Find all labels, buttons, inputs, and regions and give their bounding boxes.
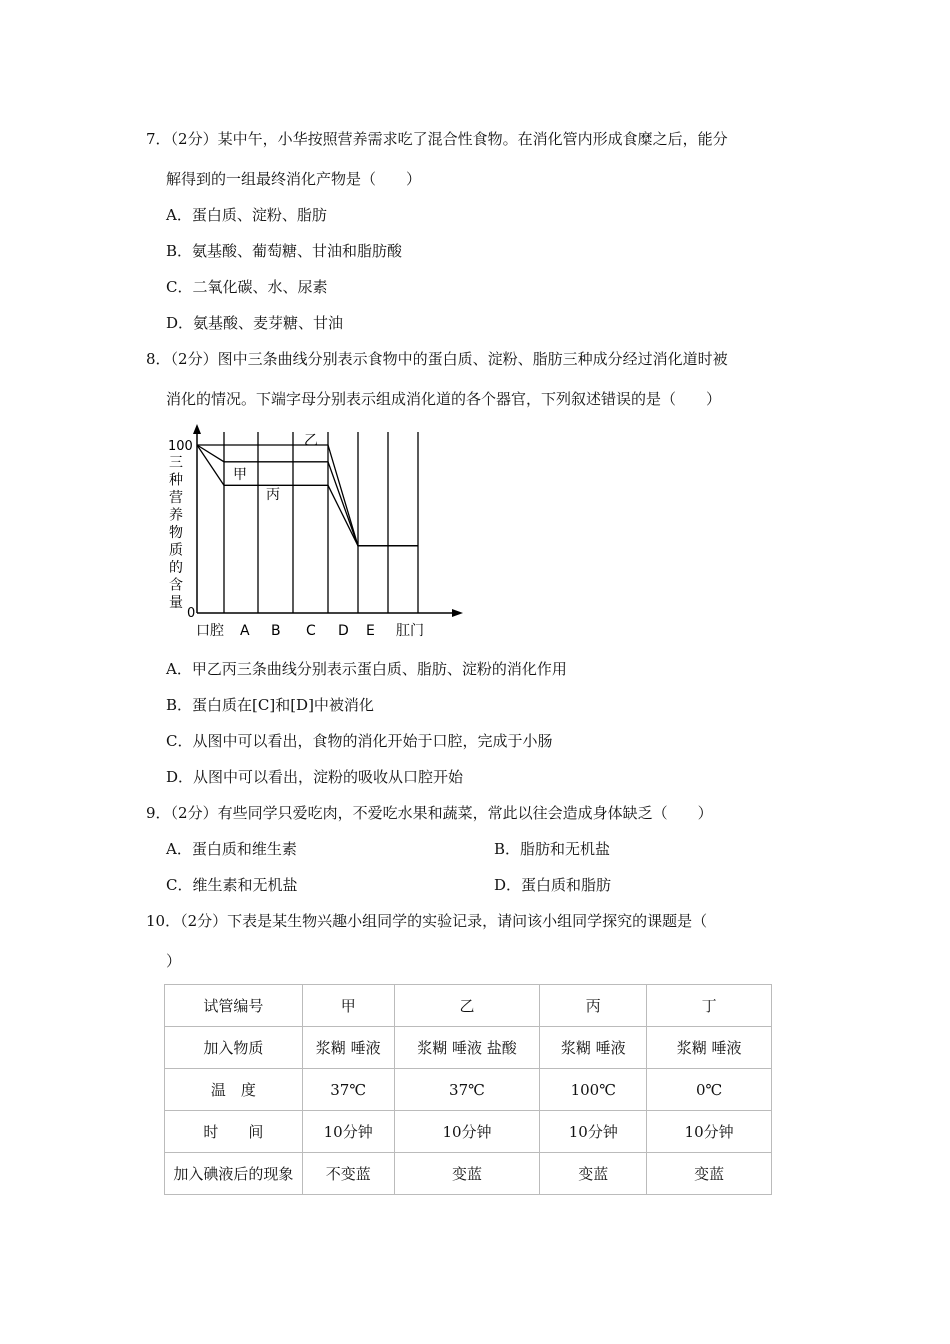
y-axis-label-char: 量 — [169, 595, 183, 611]
table-cell: 丙 — [540, 985, 647, 1027]
y-axis-arrow — [193, 424, 201, 434]
y-axis-label-char: 种 — [169, 472, 183, 489]
x-tick-label: 口腔 — [196, 623, 224, 639]
x-tick-label: A — [240, 623, 250, 639]
q9-option-c: C．维生素和无机盐 — [166, 876, 298, 894]
x-tick-label: B — [271, 623, 281, 639]
x-tick-label: C — [306, 623, 316, 639]
q8-option-a: A．甲乙丙三条曲线分别表示蛋白质、脂肪、淀粉的消化作用 — [166, 660, 567, 678]
series-line-甲 — [197, 445, 418, 546]
curve-label-jia: 甲 — [233, 467, 247, 483]
q7-option-a: A．蛋白质、淀粉、脂肪 — [166, 206, 327, 224]
q9-option-d: D．蛋白质和脂肪 — [494, 876, 612, 894]
table-cell: 浆糊 唾液 — [540, 1027, 647, 1069]
curve-label-bing: 丙 — [266, 487, 280, 503]
series-line-丙 — [197, 445, 418, 546]
q10-stem-line1: 10．（2分）下表是某生物兴趣小组同学的实验记录，请问该小组同学探究的课题是（ — [146, 912, 708, 930]
y-axis-label-char: 物 — [169, 525, 183, 541]
table-cell: 加入物质 — [165, 1027, 303, 1069]
table-cell: 变蓝 — [394, 1153, 540, 1195]
q7-option-b: B．氨基酸、葡萄糖、甘油和脂肪酸 — [166, 242, 403, 260]
series-line-乙 — [197, 445, 418, 546]
q9-option-a: A．蛋白质和维生素 — [166, 840, 297, 858]
q9-stem: 9．（2分）有些同学只爱吃肉，不爱吃水果和蔬菜，常此以往会造成身体缺乏（ ） — [146, 804, 713, 822]
x-tick-label: E — [366, 623, 375, 639]
table-cell: 浆糊 唾液 盐酸 — [394, 1027, 540, 1069]
q10-stem-line2: ） — [166, 952, 182, 970]
table-cell: 加入碘液后的现象 — [165, 1153, 303, 1195]
x-axis-arrow — [452, 609, 463, 617]
experiment-table — [164, 984, 772, 1195]
table-row — [165, 1027, 772, 1069]
table-cell: 浆糊 唾液 — [647, 1027, 772, 1069]
x-tick-label: 肛门 — [396, 623, 424, 639]
table-row — [165, 1069, 772, 1111]
table-row — [165, 985, 772, 1027]
y-axis-label-char: 营 — [169, 490, 183, 506]
table-cell: 37℃ — [394, 1069, 540, 1111]
y-axis-label-char: 质 — [169, 542, 183, 559]
q8-option-c: C．从图中可以看出，食物的消化开始于口腔，完成于小肠 — [166, 732, 553, 750]
table-cell: 试管编号 — [165, 985, 303, 1027]
q7-option-d: D．氨基酸、麦芽糖、甘油 — [166, 314, 344, 332]
q8-stem-line1: 8．（2分）图中三条曲线分别表示食物中的蛋白质、淀粉、脂肪三种成分经过消化道时被 — [146, 350, 728, 368]
digestion-chart — [160, 420, 480, 645]
table-cell: 10分钟 — [647, 1111, 772, 1153]
table-row — [165, 1153, 772, 1195]
table-cell: 0℃ — [647, 1069, 772, 1111]
y-axis-label-char: 三 — [169, 455, 183, 471]
q7-stem-line1: 7．（2分）某中午，小华按照营养需求吃了混合性食物。在消化管内形成食糜之后，能分 — [146, 130, 728, 148]
curve-label-yi: 乙 — [304, 433, 318, 449]
q8-option-b: B．蛋白质在[C]和[D]中被消化 — [166, 696, 374, 714]
table-cell: 乙 — [394, 985, 540, 1027]
q9-option-b: B．脂肪和无机盐 — [494, 840, 611, 858]
y-axis-label-char: 的 — [169, 560, 183, 576]
q7-option-c: C．二氧化碳、水、尿素 — [166, 278, 328, 296]
table-cell: 变蓝 — [540, 1153, 647, 1195]
q7-stem-line2: 解得到的一组最终消化产物是（ ） — [166, 170, 422, 188]
y-axis-label-char: 养 — [169, 507, 183, 524]
table-cell: 时 间 — [165, 1111, 303, 1153]
q8-stem-line2: 消化的情况。下端字母分别表示组成消化道的各个器官，下列叙述错误的是（ ） — [166, 390, 722, 408]
table-cell: 温 度 — [165, 1069, 303, 1111]
table-cell: 变蓝 — [647, 1153, 772, 1195]
table-cell: 37℃ — [302, 1069, 394, 1111]
table-cell: 甲 — [302, 985, 394, 1027]
table-cell: 100℃ — [540, 1069, 647, 1111]
q8-option-d: D．从图中可以看出，淀粉的吸收从口腔开始 — [166, 768, 464, 786]
table-cell: 不变蓝 — [302, 1153, 394, 1195]
y-axis-label-char: 含 — [169, 577, 183, 594]
x-tick-label: D — [338, 623, 349, 639]
table-cell: 10分钟 — [394, 1111, 540, 1153]
y-axis-top-label: 100 — [168, 439, 193, 454]
table-cell: 浆糊 唾液 — [302, 1027, 394, 1069]
table-cell: 10分钟 — [540, 1111, 647, 1153]
table-cell: 10分钟 — [302, 1111, 394, 1153]
table-row — [165, 1111, 772, 1153]
table-cell: 丁 — [647, 985, 772, 1027]
y-axis-zero-label: 0 — [187, 606, 196, 621]
